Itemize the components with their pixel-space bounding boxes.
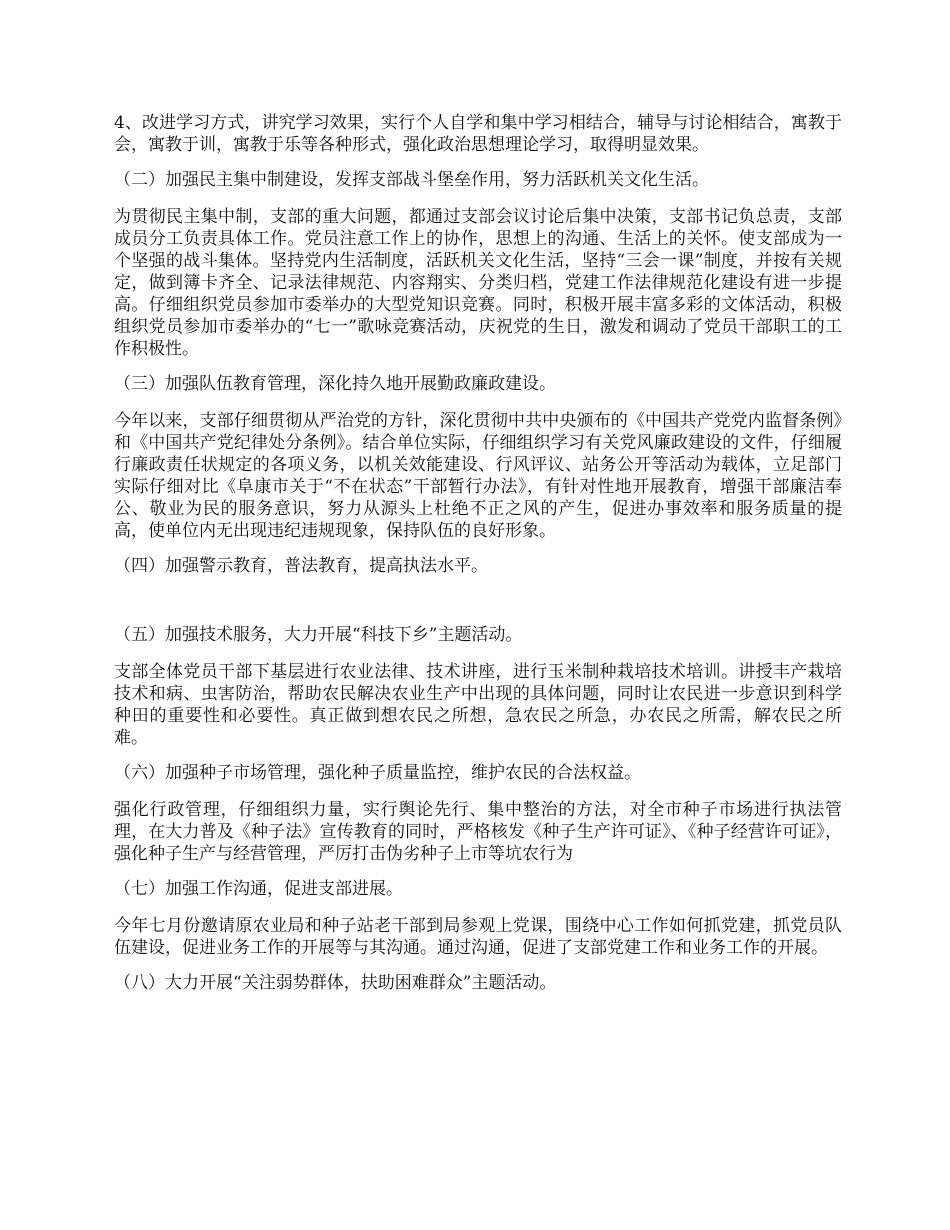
heading-section-5: （五）加强技术服务，大力开展“科技下乡”主题活动。	[114, 625, 523, 645]
heading-section-3: （三）加强队伍教育管理，深化持久地开展勤政廉政建设。	[114, 374, 556, 394]
paragraph-integrity-building: 今年以来，支部仔细贯彻从严治党的方针，深化贯彻中共中央颁布的《中国共产党党内监督条例》和《中国共产党纪律处分条例》。结合单位实际，仔细组织学习有关党风廉政建设的文件，仔细履行廉政责任状规定的各项义务，以机关效能建设、行风评议、站务公开等活动为载体，立足部门实际仔细对比《阜康市关于“不在状态”干部暂行办法》，有针对性地开展教育，增强干部廉洁奉公、敬业为民的服务意识，努力从源头上杜绝不正之风的产生，促进办事效率和服务质量的提高，使单位内无出现违纪违规现象，保持队伍的良好形象。	[114, 411, 842, 541]
heading-section-4: （四）加强警示教育，普法教育，提高执法水平。	[114, 556, 488, 576]
paragraph-seed-market: 强化行政管理，仔细组织力量，实行舆论先行、集中整治的方法，对全市种子市场进行执法管理，在大力普及《种子法》宣传教育的同时，严格核发《种子生产许可证》、《种子经营许可证》，强化种子生产与经营管理，严厉打击伪劣种子上市等坑农行为	[114, 800, 842, 864]
paragraph-study-methods: 4、改进学习方式，讲究学习效果，实行个人自学和集中学习相结合，辅导与讨论相结合，寓教于会，寓教于训，寓教于乐等各种形式，强化政治思想理论学习，取得明显效果。	[114, 113, 842, 155]
paragraph-communication: 今年七月份邀请原农业局和种子站老干部到局参观上党课，围绕中心工作如何抓党建，抓党员队伍建设，促进业务工作的开展等与其沟通。通过沟通，促进了支部党建工作和业务工作的开展。	[114, 916, 842, 958]
heading-section-7: （七）加强工作沟通，促进支部进展。	[114, 879, 403, 899]
paragraph-technical-service: 支部全体党员干部下基层进行农业法律、技术讲座，进行玉米制种栽培技术培训。讲授丰产栽培技术和病、虫害防治，帮助农民解决农业生产中出现的具体问题，同时让农民进一步意识到科学种田的重要性和必要性。真正做到想农民之所想，急农民之所急，办农民之所需，解农民之所难。	[114, 662, 842, 748]
heading-section-6: （六）加强种子市场管理，强化种子质量监控，维护农民的合法权益。	[114, 763, 641, 783]
heading-section-8: （八）大力开展“关注弱势群体，扶助困难群众”主题活动。	[114, 973, 557, 993]
document-page	[114, 112, 842, 1009]
paragraph-democratic-centralism: 为贯彻民主集中制，支部的重大问题，都通过支部会议讨论后集中决策，支部书记负总责，支部成员分工负责具体工作。党员注意工作上的协作，思想上的沟通、生活上的关怀。使支部成为一个坚强的战斗集体。坚持党内生活制度，活跃机关文化生活，坚持“三会一课”制度，并按有关规定，做到簿卡齐全、记录法律规范、内容翔实、分类归档，党建工作法律规范化建设有进一步提高。仔细组织党员参加市委举办的大型党知识竞赛。同时，积极开展丰富多彩的文体活动，积极组织党员参加市委举办的“七一”歌咏竞赛活动，庆祝党的生日，激发和调动了党员干部职工的工作积极性。	[114, 207, 842, 359]
heading-section-2: （二）加强民主集中制建设，发挥支部战斗堡垒作用，努力活跃机关文化生活。	[114, 170, 709, 190]
